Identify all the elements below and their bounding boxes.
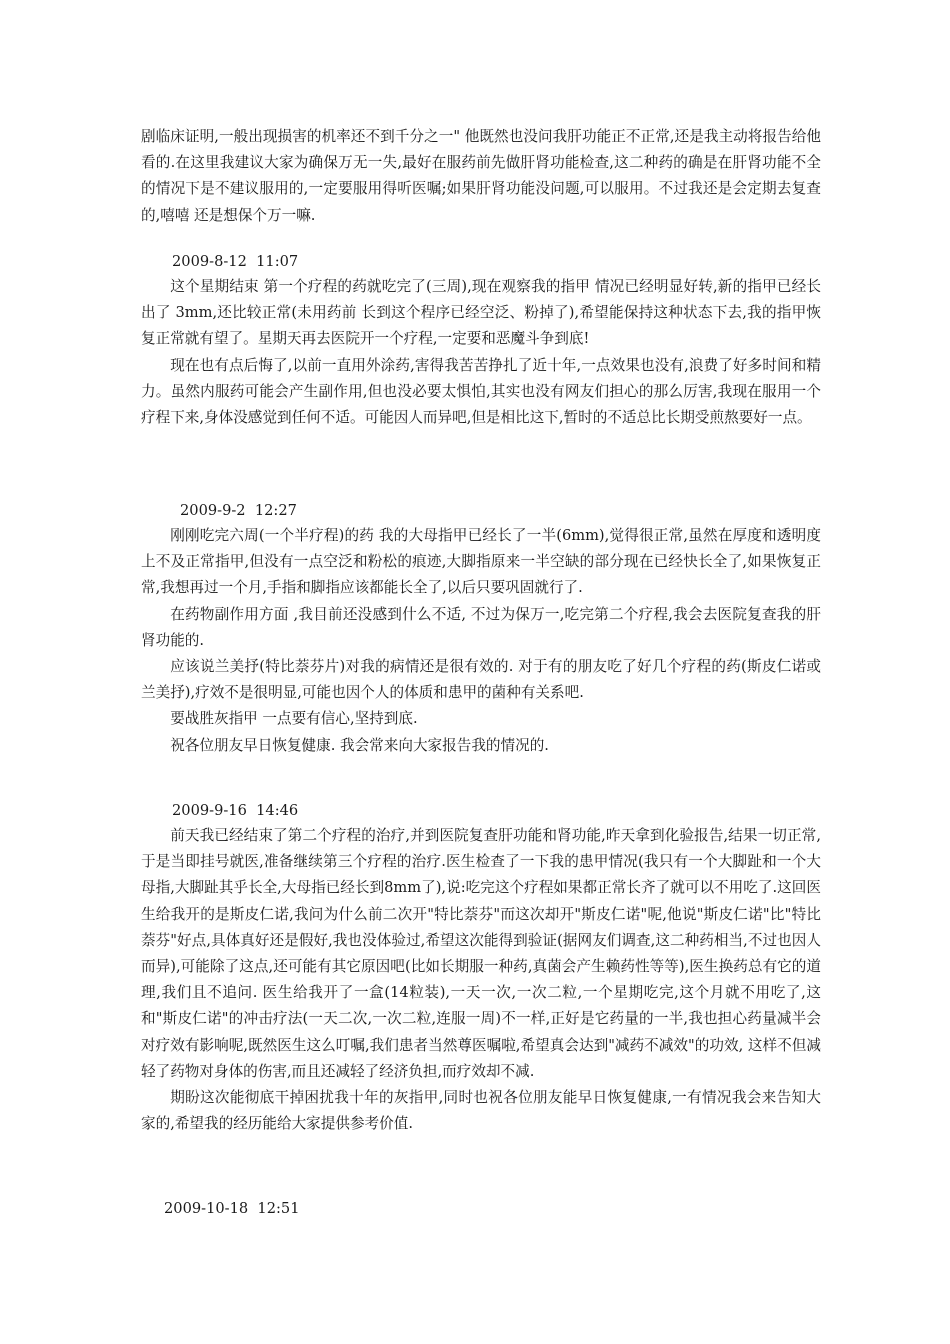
paragraph: 在药物副作用方面 ,我目前还没感到什么不适, 不过为保万一,吃完第二个疗程,我会去医院复查我的肝肾功能的. [141, 605, 821, 649]
paragraph: 现在也有点后悔了,以前一直用外涂药,害得我苦苦挣扎了近十年,一点效果也没有,浪费了好多时间和精力。虽然内服药可能会产生副作用,但也没必要太惧怕,其实也没有网友们担心的那么厉害,我现在服用一个疗程下来,身体没感觉到任何不适。可能因人而异吧,但是相比这下,暂时的不适总比长期受煎熬要好一点。 [141, 356, 821, 427]
entry-date: 2009-10-18 12:51 [164, 1200, 300, 1217]
paragraph: 应该说兰美抒(特比萘芬片)对我的病情还是很有效的. 对于有的朋友吃了好几个疗程的药(斯皮仁诺或兰美抒),疗效不是很明显,可能也因个人的体质和患甲的菌种有关系吧. [141, 658, 821, 702]
section-continuation [141, 124, 821, 229]
entry-date: 2009-9-2 12:27 [180, 502, 297, 519]
entry-date: 2009-9-16 14:46 [172, 802, 299, 819]
paragraph: 剧临床证明,一般出现损害的机率还不到千分之一" 他既然也没问我肝功能正不正常,还是我主动将报告给他看的.在这里我建议大家为确保万无一失,最好在服药前先做肝肾功能检查,这二种药的确是在肝肾功能不全的情况下是不建议服用的,一定要服用得听医嘱;如果肝肾功能没问题,可以服用。不过我还是会定期去复查的,嘻嘻 还是想保个万一嘛. [141, 128, 821, 224]
section-entry [141, 823, 821, 1137]
entry-date: 2009-8-12 11:07 [172, 253, 299, 270]
section-entry [141, 523, 821, 759]
paragraph: 这个星期结束 第一个疗程的药就吃完了(三周),现在观察我的指甲 情况已经明显好转,新的指甲已经长出了 3mm,还比较正常(未用药前 长到这个程序已经空泛、粉掉了),希望能保持这种状态下去,我的指甲恢复正常就有望了。星期天再去医院开一个疗程,一定要和恶魔斗争到底! [141, 278, 821, 348]
paragraph: 祝各位朋友早日恢复健康. 我会常来向大家报告我的情况的. [170, 736, 549, 754]
paragraph: 刚刚吃完六周(一个半疗程)的药 我的大母指甲已经长了一半(6mm),觉得很正常,虽然在厚度和透明度上不及正常指甲,但没有一点空泛和粉松的痕迹,大脚指原来一半空缺的部分现在已经快长全了,如果恢复正常,我想再过一个月,手指和脚指应该都能长全了,以后只要巩固就行了. [141, 527, 821, 597]
paragraph: 要战胜灰指甲 一点要有信心,坚持到底. [170, 710, 418, 728]
section-entry [141, 274, 821, 431]
paragraph: 前天我已经结束了第二个疗程的治疗,并到医院复查肝功能和肾功能,昨天拿到化验报告,结果一切正常,于是当即挂号就医,准备继续第三个疗程的治疗.医生检查了一下我的患甲情况(我只有一个大脚趾和一个大母指,大脚趾其乎长全,大母指已经长到8mm了),说:吃完这个疗程如果都正常长齐了就可以不用吃了.这回医生给我开的是斯皮仁诺,我问为什么前二次开"特比萘芬"而这次却开"斯皮仁诺"呢,他说"斯皮仁诺"比"特比萘芬"好点,具体真好还是假好,我也没体验过,希望这次能得到验证(据网友们调查,这二种药相当,不过也因人而异),可能除了这点,还可能有其它原因吧(比如长期服一种药,真菌会产生赖药性等等),医生换药总有它的道理,我们且不追问. 医生给我开了一盒(14粒装),一天一次,一次二粒,一个星期吃完,这个月就不用吃了,这和"斯皮仁诺"的冲击疗法(一天二次,一次二粒,连服一周)不一样,正好是它药量的一半,我也担心药量减半会对疗效有影响呢,既然医生这么叮嘱,我们患者当然尊医嘱啦,希望真会达到"减药不减效"的功效, 这样不但减轻了药物对身体的伤害,而且还减轻了经济负担,而疗效却不减. [141, 827, 821, 1080]
paragraph: 期盼这次能彻底干掉困扰我十年的灰指甲,同时也祝各位朋友能早日恢复健康,一有情况我会来告知大家的,希望我的经历能给大家提供参考价值. [141, 1089, 821, 1133]
